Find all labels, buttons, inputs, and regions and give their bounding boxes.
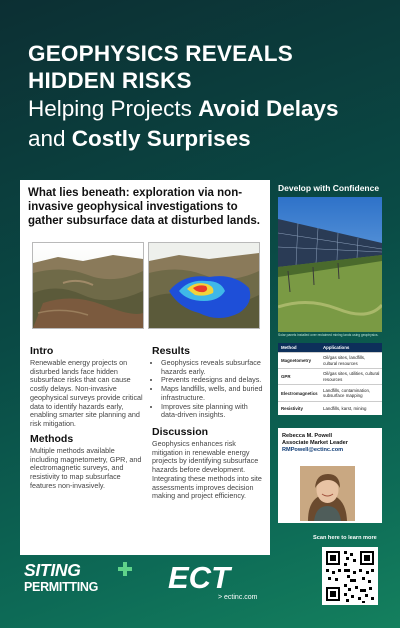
table-cell: Oil/gas sites, utilities, cultural resources — [323, 371, 380, 382]
content-card — [20, 180, 270, 555]
results-section — [152, 345, 264, 420]
intro-section — [30, 345, 143, 429]
table-row — [278, 401, 382, 415]
subtitle-1-bold: Avoid Delays — [198, 96, 339, 121]
intro-body: Renewable energy projects on disturbed lands face hidden subsurface risks that can cause costly delays. Non-invasive geophysical surveys provide critical data to identify hazards early, enabling smarter site planning and risk mitigation. — [30, 358, 143, 428]
table-row — [278, 352, 382, 368]
results-heading: Results — [152, 345, 190, 357]
solar-panels-photo — [278, 197, 382, 332]
side-title: Develop with Confidence — [278, 183, 380, 193]
subtitle-1-plain: Helping Projects — [28, 96, 199, 121]
title-line-2: HIDDEN RISKS — [28, 68, 192, 93]
methods-heading: Methods — [30, 433, 74, 445]
contact-email-link[interactable]: RMPowell@ectinc.com — [282, 447, 344, 453]
terrain-map-image — [32, 242, 144, 329]
results-item: • Improves site planning with data-driven insights. — [161, 403, 264, 420]
table-cell: GPR — [281, 374, 291, 379]
table-cell: Resistivity — [281, 406, 303, 411]
subtitle-line-2 — [28, 124, 388, 154]
ect-logo-text: ECT — [168, 560, 230, 592]
table-cell: Oil/gas sites, landfills, cultural resources — [323, 355, 366, 366]
discussion-heading: Discussion — [152, 426, 209, 438]
discussion-body: Geophysics enhances risk mitigation in renewable energy projects by identifying subsurface hazards before development. Integrating these methods into site assessments improves decision making and project efficiency. — [152, 439, 262, 501]
subtitle-2-plain: and — [28, 126, 72, 151]
methods-body: Multiple methods available including magnetometry, GPR, and electromagnetic surveys, and resistivity to map subsurface features non-invasively. — [30, 446, 142, 490]
plus-icon — [118, 562, 132, 576]
table-header-cell: Applications — [323, 344, 350, 350]
title-line-1: GEOPHYSICS REVEALS — [28, 41, 293, 66]
results-item: • Prevents redesigns and delays. — [161, 376, 264, 385]
qr-code[interactable] — [322, 547, 378, 605]
photo-caption: Solar panels installed over reclaimed mining lands using geophysics. — [278, 333, 379, 337]
table-cell: Landfills, contamination, subsurface mapping — [323, 387, 371, 398]
geophysical-overlay-image — [148, 242, 260, 329]
table-header-cell: Method — [281, 345, 297, 350]
table-cell: Electromagnetics — [281, 390, 318, 396]
table-row — [278, 368, 382, 384]
table-cell: Landfills, karst, mining — [323, 405, 367, 411]
results-item: • Geophysics reveals subsurface hazards early. — [161, 359, 264, 376]
contact-name: Rebecca M. Powell — [282, 433, 333, 439]
siting-logo-word: SITING — [24, 560, 81, 580]
ect-logo — [165, 560, 269, 597]
intro-heading: Intro — [30, 345, 54, 357]
ect-website-link[interactable]: > ectinc.com — [218, 594, 258, 601]
results-item: • Maps landfills, wells, and buried infrastructure. — [161, 385, 264, 402]
methods-table — [278, 343, 382, 415]
table-cell: Magnetometry — [281, 358, 312, 363]
table-header-row — [278, 343, 382, 352]
permitting-logo-word: PERMITTING — [24, 580, 99, 594]
results-list — [152, 359, 264, 420]
contact-role: Associate Market Leader — [282, 439, 348, 446]
table-row — [278, 384, 382, 401]
discussion-section — [152, 426, 264, 501]
methods-section — [30, 433, 143, 491]
scan-label: Scan here to learn more — [313, 535, 377, 541]
contact-card — [278, 428, 382, 523]
avatar — [300, 466, 355, 521]
siting-permitting-logo — [24, 562, 98, 596]
poster-header — [28, 40, 388, 154]
subtitle-2-bold: Costly Surprises — [71, 126, 251, 151]
subtitle-line-1 — [28, 94, 388, 124]
card-lead: What lies beneath: exploration via non-invasive geophysical investigations to gather subsurface data at disturbed lands. — [28, 187, 260, 227]
contact-name-block — [282, 433, 348, 447]
